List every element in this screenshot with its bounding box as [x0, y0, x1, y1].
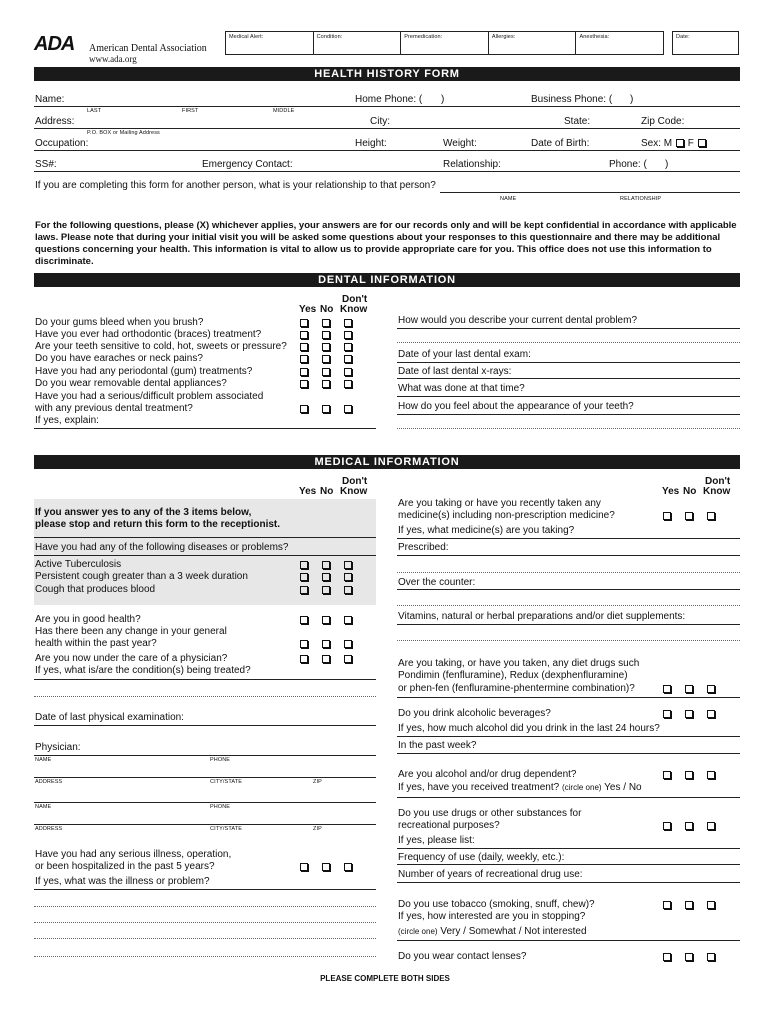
- dental-col-dont: Don't: [342, 294, 368, 305]
- dental-r-line3[interactable]: [397, 378, 740, 379]
- tobacco-checkboxes[interactable]: [663, 901, 715, 909]
- physician2-sub-address: ADDRESS: [35, 826, 63, 832]
- dental-col-yes: Yes: [299, 304, 317, 315]
- relationship-label: Relationship:: [443, 159, 501, 170]
- medical-col-dont-left: Don't: [342, 476, 368, 487]
- diet-checkboxes[interactable]: [663, 685, 715, 693]
- instructions: For the following questions, please (X) whichever applies, your answers are for our records only and will be kept confidential in accordance with applicable laws. Please note that during your initial visit you will be asked some questions about your responses to this questionnaire and there may be additional questions concerning your health. This information is vital to allow us to provide appropriate care for you. This office does not use this information to discriminate.: [35, 220, 737, 267]
- diet-question-a: Are you taking, or have you taken, any diet drugs such: [398, 658, 640, 669]
- disease-cough: Persistent cough greater than a 3 week duration: [35, 571, 248, 582]
- physician-sub-phone: PHONE: [210, 757, 231, 763]
- illness-dots3[interactable]: [34, 938, 376, 939]
- r-medicine-a: Are you taking or have you recently taken any: [398, 498, 601, 509]
- sub-middle: MIDDLE: [273, 108, 295, 114]
- prescribed-line[interactable]: [397, 555, 740, 556]
- disease-tb: Active Tuberculosis: [35, 559, 122, 570]
- box-medical-alert[interactable]: Medical Alert:: [225, 31, 313, 55]
- change-question-b: health within the past year?: [35, 638, 157, 649]
- dental-r-dots2[interactable]: [397, 428, 740, 429]
- physician2-sub-phone: PHONE: [210, 804, 231, 810]
- dental-last-exam: Date of your last dental exam:: [398, 349, 531, 360]
- name-line[interactable]: [34, 106, 740, 107]
- box-allergies[interactable]: Allergies:: [488, 31, 576, 55]
- medical-alert-boxes: [225, 31, 739, 55]
- dental-current-problem: How would you describe your current dental problem?: [398, 315, 638, 326]
- business-phone-close: ): [630, 94, 634, 105]
- dental-q4-checkboxes[interactable]: [300, 355, 352, 363]
- contacts-question: Do you wear contact lenses?: [398, 951, 527, 962]
- past-week-line[interactable]: [397, 753, 740, 754]
- physician2-sub-zip: ZIP: [313, 826, 322, 832]
- last-exam-label: Date of last physical examination:: [35, 712, 184, 723]
- dob-label: Date of Birth:: [531, 138, 590, 149]
- diet-question-b: Pondimin (fenfluramine), Redux (dexphenfluramine): [398, 670, 628, 681]
- treatment-line: [397, 797, 740, 798]
- state-label: State:: [564, 116, 591, 127]
- physician-sub-zip: ZIP: [313, 779, 322, 785]
- illness-dots1[interactable]: [34, 906, 376, 907]
- tobacco-line: [397, 940, 740, 941]
- change-checkboxes[interactable]: [300, 640, 352, 648]
- footer-notice: PLEASE COMPLETE BOTH SIDES: [320, 974, 450, 983]
- medical-col-know-right: Know: [703, 486, 731, 497]
- r-medicine-line[interactable]: [397, 538, 740, 539]
- dental-last-xrays: Date of last dental x-rays:: [398, 366, 512, 377]
- city-label: City:: [370, 116, 390, 127]
- physician-care-checkboxes[interactable]: [300, 655, 352, 663]
- physician2-sub-city: CITY/STATE: [210, 826, 242, 832]
- medical-col-no-left: No: [320, 486, 334, 497]
- alcohol-question: Do you drink alcoholic beverages?: [398, 708, 551, 719]
- dental-q7b: with any previous dental treatment?: [35, 403, 193, 414]
- dental-col-no: No: [320, 304, 334, 315]
- vitamins-line[interactable]: [397, 624, 740, 625]
- tobacco-interest: (circle one) Very / Somewhat / Not interested: [398, 926, 587, 937]
- prescribed-label: Prescribed:: [398, 542, 449, 553]
- dental-r-dots1[interactable]: [397, 342, 740, 343]
- illness-dots2[interactable]: [34, 922, 376, 923]
- dental-q1: Do your gums bleed when you brush?: [35, 317, 204, 328]
- ssn-label: SS#:: [35, 159, 57, 170]
- disease-tb-checkboxes[interactable]: [300, 561, 352, 569]
- stop-notice-a: If you answer yes to any of the 3 items below,: [35, 507, 252, 518]
- illness-question-b: or been hospitalized in the past 5 years?: [35, 861, 215, 872]
- sex-label: Sex: M F: [641, 138, 707, 150]
- sex-m-checkbox[interactable]: [676, 139, 684, 147]
- weight-label: Weight:: [443, 138, 477, 149]
- sub-first: FIRST: [182, 108, 199, 114]
- physician-label: Physician:: [35, 742, 81, 753]
- dental-q2: Have you ever had orthodontic (braces) treatment?: [35, 329, 262, 340]
- dental-q6-checkboxes[interactable]: [300, 380, 352, 388]
- diet-line: [397, 697, 740, 698]
- alcohol-24h-line[interactable]: [397, 736, 740, 737]
- drugs-checkboxes[interactable]: [663, 822, 715, 830]
- vitamins-label: Vitamins, natural or herbal preparations and/or diet supplements:: [398, 611, 686, 622]
- good-health-checkboxes[interactable]: [300, 616, 352, 624]
- stop-notice-b: please stop and return this form to the receptionist.: [35, 519, 281, 530]
- dental-q2-checkboxes[interactable]: [300, 331, 352, 339]
- disease-cough-checkboxes[interactable]: [300, 573, 352, 581]
- form-title: HEALTH HISTORY FORM: [34, 67, 740, 81]
- dental-q4: Do you have earaches or neck pains?: [35, 353, 203, 364]
- tobacco-question-b: If yes, how interested are you in stopping?: [398, 911, 586, 922]
- physician-address-line[interactable]: [34, 777, 376, 778]
- physician2-address-line[interactable]: [34, 824, 376, 825]
- dental-r-line1[interactable]: [397, 328, 740, 329]
- name-label: Name:: [35, 94, 65, 105]
- otc-line[interactable]: [397, 589, 740, 590]
- zip-label: Zip Code:: [641, 116, 685, 127]
- sub-name: NAME: [500, 196, 517, 202]
- phone-close: ): [665, 159, 669, 170]
- dental-what-done: What was done at that time?: [398, 383, 525, 394]
- good-health-question: Are you in good health?: [35, 614, 141, 625]
- dental-q3-checkboxes[interactable]: [300, 343, 352, 351]
- home-phone-label: Home Phone: (: [355, 94, 423, 105]
- contacts-checkboxes[interactable]: [663, 953, 715, 961]
- frequency-label: Frequency of use (daily, weekly, etc.):: [398, 852, 565, 863]
- physician-care-question: Are you now under the care of a physician?: [35, 653, 228, 664]
- change-question-a: Has there been any change in your general: [35, 626, 227, 637]
- physician2-sub-name: NAME: [35, 804, 52, 810]
- dental-q7-checkboxes[interactable]: [300, 405, 352, 413]
- r-medicine-c: If yes, what medicine(s) are you taking?: [398, 525, 575, 536]
- home-phone-close: ): [441, 94, 445, 105]
- dental-q5-checkboxes[interactable]: [300, 368, 352, 376]
- last-exam-line[interactable]: [34, 725, 376, 726]
- dental-r-line5[interactable]: [397, 414, 740, 415]
- emergency-label: Emergency Contact:: [202, 159, 293, 170]
- years-line[interactable]: [397, 882, 740, 883]
- phone-label: Phone: (: [609, 159, 647, 170]
- medical-header: MEDICAL INFORMATION: [34, 455, 740, 469]
- box-date[interactable]: Date:: [672, 31, 739, 55]
- physician-line[interactable]: [34, 755, 376, 756]
- dental-appearance: How do you feel about the appearance of your teeth?: [398, 401, 634, 412]
- tobacco-question-a: Do you use tobacco (smoking, snuff, chew)?: [398, 899, 595, 910]
- sex-f-checkbox[interactable]: [698, 139, 706, 147]
- occupation-line[interactable]: [34, 150, 740, 151]
- past-week-label: In the past week?: [398, 740, 477, 751]
- drugs-question-b: recreational purposes?: [398, 820, 500, 831]
- dental-r-line4[interactable]: [397, 396, 740, 397]
- box-anesthesia[interactable]: Anesthesia:: [575, 31, 664, 55]
- other-person-line[interactable]: [440, 192, 740, 193]
- medical-col-dont-right: Don't: [705, 476, 731, 487]
- otc-dots[interactable]: [397, 605, 740, 606]
- sub-relationship: RELATIONSHIP: [620, 196, 662, 202]
- stop-line: [34, 537, 376, 538]
- org-name: American Dental Association: [89, 43, 207, 54]
- r-medicine-checkboxes[interactable]: [663, 512, 715, 520]
- prescribed-dots[interactable]: [397, 572, 740, 573]
- diet-question-c: or phen-fen (fenfluramine-phentermine combination)?: [398, 683, 635, 694]
- dental-col-know: Know: [340, 304, 368, 315]
- condition-question: If yes, what is/are the condition(s) being treated?: [35, 665, 251, 676]
- diseases-question: Have you had any of the following diseases or problems?: [35, 542, 289, 553]
- physician2-line[interactable]: [34, 802, 376, 803]
- occupation-label: Occupation:: [35, 138, 89, 149]
- box-condition[interactable]: Condition:: [313, 31, 401, 55]
- condition-dots[interactable]: [34, 696, 376, 697]
- physician-sub-city: CITY/STATE: [210, 779, 242, 785]
- ssn-line[interactable]: [34, 171, 740, 172]
- years-label: Number of years of recreational drug use:: [398, 869, 583, 880]
- dental-q7a: Have you had a serious/difficult problem associated: [35, 391, 264, 402]
- illness-question-a: Have you had any serious illness, operation,: [35, 849, 232, 860]
- dental-q3: Are your teeth sensitive to cold, hot, sweets or pressure?: [35, 341, 287, 352]
- alcohol-checkboxes[interactable]: [663, 710, 715, 718]
- dependent-checkboxes[interactable]: [663, 771, 715, 779]
- medical-col-yes-left: Yes: [299, 486, 317, 497]
- ada-logo: ADA: [34, 33, 75, 55]
- disease-blood-checkboxes[interactable]: [300, 586, 352, 594]
- otc-label: Over the counter:: [398, 577, 476, 588]
- condition-line[interactable]: [34, 679, 376, 680]
- treatment-question: If yes, have you received treatment? (circle one) Yes / No: [398, 782, 642, 793]
- vitamins-dots[interactable]: [397, 640, 740, 641]
- dependent-question: Are you alcohol and/or drug dependent?: [398, 769, 577, 780]
- sub-po-box: P.O. BOX or Mailing Address: [87, 130, 160, 136]
- dental-q5: Have you had any periodontal (gum) treatments?: [35, 366, 253, 377]
- illness-question-c: If yes, what was the illness or problem?: [35, 876, 210, 887]
- box-premedication[interactable]: Premedication:: [400, 31, 488, 55]
- medical-col-yes-right: Yes: [662, 486, 680, 497]
- physician-sub-name: NAME: [35, 757, 52, 763]
- dental-header: DENTAL INFORMATION: [34, 273, 740, 287]
- frequency-line[interactable]: [397, 864, 740, 865]
- physician-sub-address: ADDRESS: [35, 779, 63, 785]
- illness-line1[interactable]: [34, 889, 376, 890]
- dental-explain: If yes, explain:: [35, 415, 99, 426]
- medical-col-no-right: No: [683, 486, 697, 497]
- address-label: Address:: [35, 116, 75, 127]
- org-url: www.ada.org: [89, 54, 137, 64]
- business-phone-label: Business Phone: (: [531, 94, 613, 105]
- drugs-question-a: Do you use drugs or other substances for: [398, 808, 582, 819]
- medical-col-know-left: Know: [340, 486, 368, 497]
- sub-last: LAST: [87, 108, 102, 114]
- alcohol-24h: If yes, how much alcohol did you drink in the last 24 hours?: [398, 723, 660, 734]
- illness-dots4[interactable]: [34, 956, 376, 957]
- diseases-line: [34, 555, 376, 556]
- disease-blood: Cough that produces blood: [35, 584, 156, 595]
- dental-r-line2[interactable]: [397, 362, 740, 363]
- drugs-list-label: If yes, please list:: [398, 835, 475, 846]
- illness-checkboxes[interactable]: [300, 863, 352, 871]
- drugs-list-line[interactable]: [397, 848, 740, 849]
- r-medicine-b: medicine(s) including non-prescription medicine?: [398, 510, 615, 521]
- other-person-question: If you are completing this form for another person, what is your relationship to that person?: [35, 180, 436, 191]
- dental-q1-checkboxes[interactable]: [300, 319, 352, 327]
- height-label: Height:: [355, 138, 387, 149]
- dental-explain-line[interactable]: [34, 428, 376, 429]
- address-line[interactable]: [34, 128, 740, 129]
- dental-q6: Do you wear removable dental appliances?: [35, 378, 227, 389]
